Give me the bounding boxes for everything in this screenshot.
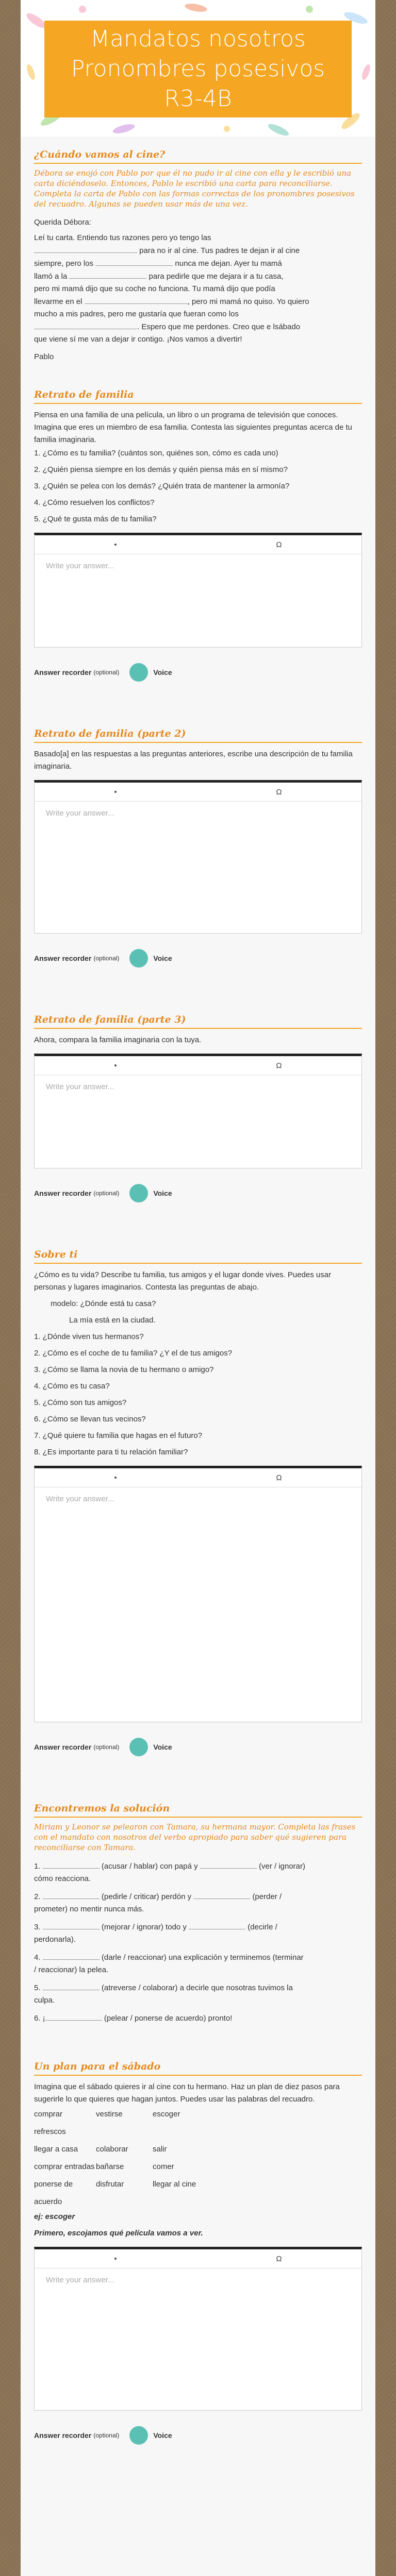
blank-input-4[interactable] — [85, 295, 188, 304]
microphone-icon[interactable] — [129, 1738, 148, 1756]
question-item: 5. ¿Qué te gusta más de tu familia? — [34, 515, 157, 523]
microphone-icon[interactable] — [129, 1184, 148, 1202]
blank-input[interactable] — [189, 1921, 245, 1929]
recorder-optional: (optional) — [93, 1743, 120, 1751]
section-title: Retrato de familia (parte 2) — [34, 728, 362, 743]
fill-item: 1. (acusar / hablar) con papá y (ver / ignorar) cómo reacciona. — [34, 1860, 362, 1885]
word-bank — [34, 2106, 362, 2211]
question-item: 3. ¿Quién se pelea con los demás? ¿Quién trata de mantener la armonía? — [34, 482, 290, 490]
section-retrato-2 — [34, 728, 362, 968]
section-retrato-3 — [34, 1014, 362, 1202]
word-item: comprar entradas — [34, 2162, 95, 2171]
section-title: Encontremos la solución — [34, 1803, 362, 1818]
bullet-list-button[interactable]: • — [114, 1473, 117, 1482]
answer-box — [34, 780, 362, 934]
section-intro: ¿Cómo es tu vida? Describe tu familia, tus amigos y el lugar donde vives. Puedes usar personas y lugares imaginarios. Contesta las preguntas de abajo. — [34, 1270, 332, 1292]
model-answer: La mía está en la ciudad. — [69, 1316, 156, 1325]
word-item: disfrutar — [96, 2180, 124, 2189]
recorder-optional: (optional) — [93, 1190, 120, 1197]
voice-label: Voice — [153, 954, 172, 962]
fill-item: 5. (atreverse / colaborar) a decirle que nosotras tuvimos la culpa. — [34, 1981, 362, 2007]
recorder-optional: (optional) — [93, 2432, 120, 2439]
recorder-optional: (optional) — [93, 955, 120, 962]
section-plan-sabado — [34, 2061, 362, 2445]
blank-input[interactable] — [43, 1981, 100, 1990]
fill-item: 3. (mejorar / ignorar) todo y (decirle / perdonarla). — [34, 1921, 362, 1946]
answer-textarea[interactable]: Write your answer... — [46, 2276, 114, 2284]
answer-recorder — [34, 1738, 362, 1756]
letter-line: . Espero que me perdones. Creo que e lsábado — [137, 323, 301, 331]
answer-recorder — [34, 949, 362, 968]
answer-box — [34, 1054, 362, 1168]
worksheet-page — [21, 0, 375, 2576]
fill-item: 4. (darle / reaccionar) una explicación y terminemos (terminar / reaccionar) la pelea. — [34, 1951, 362, 1976]
word-item: comprar refrescos — [34, 2110, 66, 2136]
section-carta — [34, 149, 362, 363]
answer-recorder — [34, 2426, 362, 2445]
blank-input-2[interactable] — [95, 257, 173, 266]
bullet-list-button[interactable]: • — [114, 2254, 117, 2263]
special-char-button[interactable]: Ω — [276, 540, 282, 549]
answer-textarea[interactable]: Write your answer... — [46, 1082, 114, 1091]
word-item: bañarse — [96, 2162, 124, 2171]
question-item: 1. ¿Cómo es tu familia? (cuántos son, quiénes son, cómo es cada uno) — [34, 449, 278, 457]
section-title: Sobre ti — [34, 1249, 362, 1264]
letter-line: nunca me dejan. Ayer tu mamá — [175, 259, 282, 268]
answer-toolbar — [35, 1468, 361, 1487]
blank-input[interactable] — [200, 1860, 257, 1869]
special-char-button[interactable]: Ω — [276, 787, 282, 796]
section-intro: Imagina que el sábado quieres ir al cine con tu hermano. Haz un plan de diez pasos para sugerirle lo que quieres que hagan juntos. Puedes usar las palabras del recuadro. — [34, 2082, 340, 2104]
section-intro: Piensa en una familia de una película, un libro o un programa de televisión que conoces. Imagina que eres un miembro de esa familia. Contesta las siguientes preguntas acerca de tu familia imaginaria. — [34, 411, 353, 444]
microphone-icon[interactable] — [129, 663, 148, 682]
letter-line: Leí tu carta. Entiendo tus razones pero yo tengo las — [34, 233, 211, 242]
section-solucion — [34, 1803, 362, 2025]
section-intro: Ahora, compara la familia imaginaria con la tuya. — [34, 1036, 202, 1044]
question-item: 4. ¿Cómo resuelven los conflictos? — [34, 498, 155, 507]
microphone-icon[interactable] — [129, 2426, 148, 2445]
bullet-list-button[interactable]: • — [114, 1061, 117, 1070]
page-title: Mandatos nosotros Pronombres posesivos R3-4B — [44, 21, 352, 117]
blank-input[interactable] — [43, 1951, 100, 1960]
question-item: 2. ¿Cómo es el coche de tu familia? ¿Y el de tus amigos? — [34, 1349, 233, 1358]
question-item: 1. ¿Dónde viven tus hermanos? — [34, 1332, 144, 1341]
blank-input[interactable] — [43, 1890, 100, 1899]
question-item: 3. ¿Cómo se llama la novia de tu hermano o amigo? — [34, 1365, 214, 1374]
letter-line: , pero mi mamá no quiso. Yo quiero — [187, 297, 309, 306]
special-char-button[interactable]: Ω — [276, 1473, 282, 1482]
voice-label: Voice — [153, 2431, 172, 2439]
answer-box — [34, 2247, 362, 2411]
word-item: colaborar — [96, 2145, 128, 2154]
answer-box — [34, 533, 362, 648]
word-item: salir — [153, 2145, 167, 2154]
section-title: ¿Cuándo vamos al cine? — [34, 149, 362, 164]
answer-recorder — [34, 1184, 362, 1202]
bullet-list-button[interactable]: • — [114, 540, 117, 549]
section-title: Retrato de familia — [34, 389, 362, 404]
blank-input-1[interactable] — [34, 244, 137, 253]
word-item: ponerse de acuerdo — [34, 2180, 73, 2206]
fill-item: 6. ¡ (pelear / ponerse de acuerdo) pronto! — [34, 2012, 362, 2025]
section-intro: Basado[a] en las respuestas a las preguntas anteriores, escribe una descripción de tu familia imaginaria. — [34, 750, 353, 771]
answer-textarea[interactable]: Write your answer... — [46, 809, 114, 818]
letter-greeting: Querida Débora: — [34, 218, 91, 227]
blank-input-3[interactable] — [69, 270, 146, 279]
question-item: 6. ¿Cómo se llevan tus vecinos? — [34, 1415, 146, 1423]
question-item: 8. ¿Es importante para ti tu relación familiar? — [34, 1448, 188, 1456]
section-title: Retrato de familia (parte 3) — [34, 1014, 362, 1029]
recorder-label: Answer recorder — [34, 1743, 92, 1751]
letter-line: que viene sí me van a dejar ir contigo. ¡Nos vamos a divertir! — [34, 335, 242, 344]
recorder-label: Answer recorder — [34, 954, 92, 962]
letter-line: pero mi mamá dijo que su coche no funciona. Tu mamá dijo que podía — [34, 284, 275, 293]
blank-input[interactable] — [193, 1890, 250, 1899]
recorder-label: Answer recorder — [34, 668, 92, 676]
answer-toolbar — [35, 1056, 361, 1075]
microphone-icon[interactable] — [129, 949, 148, 968]
answer-toolbar — [35, 783, 361, 802]
bullet-list-button[interactable]: • — [114, 787, 117, 796]
answer-toolbar — [35, 535, 361, 554]
example-sentence: Primero, escojamos qué película vamos a ver. — [34, 2229, 203, 2238]
section-instructions: Débora se enojó con Pablo por que él no pudo ir al cine con ella y le escribió una carta diciéndoselo. Entonces, Pablo le escribió una carta para reconciliarse. Completa la carta de Pablo con las formas correctas de los pronombres posesivos del recuadro. Algunas se pueden usar más de una vez. — [34, 168, 355, 209]
word-item: vestirse — [96, 2110, 123, 2119]
voice-label: Voice — [153, 1743, 172, 1751]
special-char-button[interactable]: Ω — [276, 1061, 282, 1070]
title-banner — [21, 0, 375, 137]
section-instructions: Miriam y Leonor se pelearon con Tamara, su hermana mayor. Completa las frases con el mandato con nosotros del verbo apropiado para saber qué sugieren para reconciliarse con Tamara. — [34, 1822, 356, 1852]
question-item: 2. ¿Quién piensa siempre en los demás y quién piensa más en sí mismo? — [34, 465, 288, 474]
special-char-button[interactable]: Ω — [276, 2254, 282, 2263]
recorder-label: Answer recorder — [34, 2431, 92, 2439]
letter-line: llamó a la — [34, 272, 68, 281]
word-item: escoger — [153, 2110, 180, 2119]
recorder-optional: (optional) — [93, 669, 120, 676]
letter-signature: Pablo — [34, 352, 54, 361]
voice-label: Voice — [153, 1189, 172, 1197]
recorder-label: Answer recorder — [34, 1189, 92, 1197]
word-item: llegar a casa — [34, 2145, 78, 2154]
model-question: modelo: ¿Dónde está tu casa? — [51, 1299, 156, 1308]
blank-input-5[interactable] — [34, 320, 137, 329]
section-title: Un plan para el sábado — [34, 2061, 362, 2076]
blank-input[interactable] — [45, 2012, 102, 2021]
letter-line: para pedirle que me dejara ir a tu casa, — [148, 272, 284, 281]
letter-line: para no ir al cine. Tus padres te dejan ir al cine — [139, 246, 300, 255]
question-item: 7. ¿Qué quiere tu familia que hagas en el futuro? — [34, 1431, 203, 1440]
voice-label: Voice — [153, 668, 172, 676]
word-item: comer — [153, 2162, 174, 2171]
section-retrato-1 — [34, 389, 362, 682]
letter-line: mucho a mis padres, pero me gustaría que fueran como los — [34, 310, 239, 318]
example-label: ej: escoger — [34, 2212, 75, 2221]
section-sobre-ti — [34, 1249, 362, 1756]
fill-item: 2. (pedirle / criticar) perdón y (perder / prometer) no mentir nunca más. — [34, 1890, 362, 1916]
blank-input[interactable] — [43, 1921, 100, 1929]
word-item: llegar al cine — [153, 2180, 196, 2189]
question-item: 4. ¿Cómo es tu casa? — [34, 1382, 110, 1391]
blank-input[interactable] — [43, 1860, 100, 1869]
answer-box — [34, 1466, 362, 1722]
answer-textarea[interactable]: Write your answer... — [46, 562, 114, 570]
answer-toolbar — [35, 2249, 361, 2268]
letter-line: llevarme en el — [34, 297, 82, 306]
answer-recorder — [34, 663, 362, 682]
answer-textarea[interactable]: Write your answer... — [46, 1495, 114, 1503]
question-item: 5. ¿Cómo son tus amigos? — [34, 1398, 127, 1407]
letter-line: siempre, pero los — [34, 259, 94, 268]
